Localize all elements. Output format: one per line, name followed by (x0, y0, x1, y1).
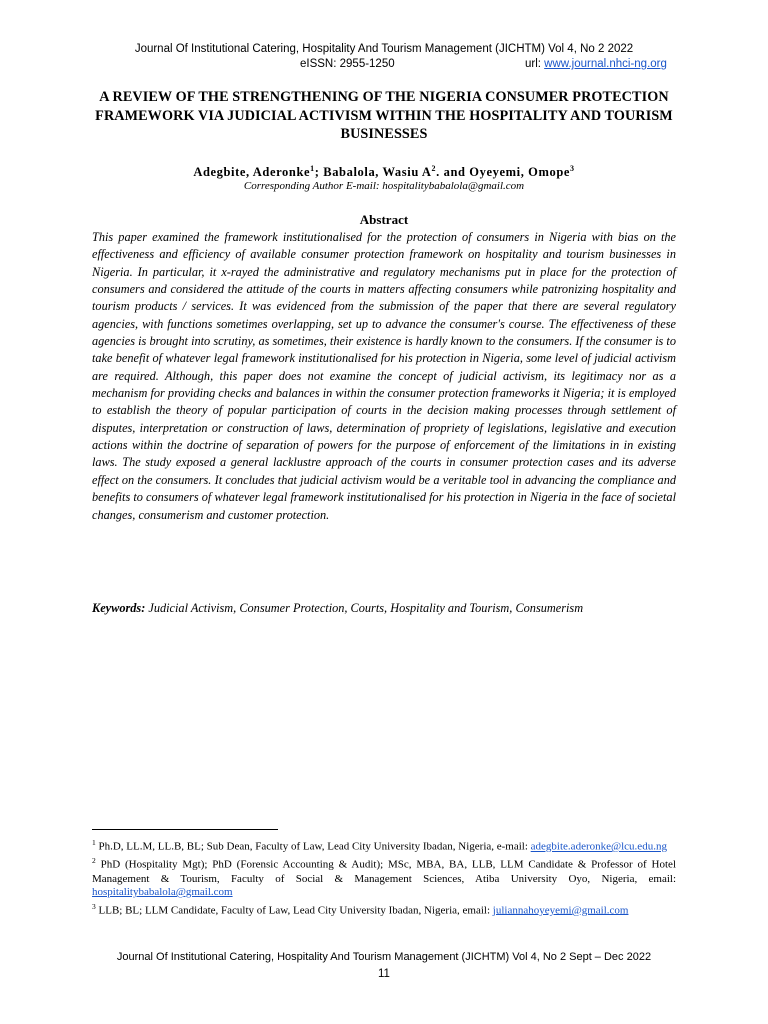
corresponding-author: Corresponding Author E-mail: hospitalitybabalola@gmail.com (243, 180, 525, 192)
author-1: Adegbite, Aderonke (193, 165, 311, 180)
footnote-email-link[interactable]: hospitalitybabalola@gmail.com (92, 886, 233, 899)
author-1-sup: 1 (310, 164, 315, 173)
keywords-text: Judicial Activism, Consumer Protection, Courts, Hospitality and Tourism, Consumerism (145, 601, 584, 615)
journal-url-link[interactable]: www.journal.nhci-ng.org (544, 58, 667, 70)
footnote-text: Ph.D, LL.M, LL.B, BL; Sub Dean, Faculty of Law, Lead City University Ibadan, Nigeria, e-mail: (95, 840, 531, 853)
paper-title: A REVIEW OF THE STRENGTHENING OF THE NIGERIA CONSUMER PROTECTION FRAMEWORK VIA JUDICIAL ACTIVISM WITHIN THE HOSPITALITY AND TOURISM BUSINESSES (95, 89, 673, 142)
footnote-3 (92, 900, 676, 918)
footnote-divider (92, 829, 278, 830)
author-3: Oyeyemi, Omope (469, 165, 571, 180)
running-footer: Journal Of Institutional Catering, Hospitality And Tourism Management (JICHTM) Vol 4, No 2 Sept – Dec 2022 (116, 951, 652, 963)
footnote-number: 1 (92, 838, 96, 847)
author-3-sup: 3 (570, 164, 575, 173)
keywords-line (92, 601, 692, 616)
footnote-email-link[interactable]: juliannahoyeyemi@gmail.com (492, 904, 629, 917)
running-header: Journal Of Institutional Catering, Hospitality And Tourism Management (JICHTM) Vol 4, No 2 2022 (134, 43, 634, 55)
footnote-2 (92, 854, 676, 899)
abstract-body: This paper examined the framework institutionalised for the protection of consumers in Nigeria with bias on the effectiveness and efficiency of available consumer protection framework on hospitality and tourism businesses in Nigeria. In particular, it x-rayed the administrative and regulatory mechanisms put in place for the protection of consumers and considered the attitude of the courts in matters affecting consumers while patronizing hospitality and tourism products / services. It was evidenced from the submission of the paper that there are several regulatory agencies, with functions sometimes overlapping, set up to advance the consumer's course. The effectiveness of these agencies is brought into scrutiny, as sometimes, their existence is hardly known to the consumers. If the consumer is to take benefit of whatever legal framework institutionalised for his protection in Nigeria, some level of judicial activism are required. Although, this paper does not examine the concept of judicial activism, its legitimacy nor as a mechanism for providing checks and balances in within the consumer protection frameworks it Nigeria; it is employed to establish the theory of popular participation of courts in the decision making processes through settlement of disputes, interpretation or construction of laws, determination of propriety of legislations, legislative and execution actions within the doctrine of separation of powers for the purpose of enforcement of the limitations in in existing laws. The study exposed a general lacklustre approach of the courts in consumer protection cases and its adverse effect on the consumers. It concludes that judicial activism would be a veritable tool in advancing the compliance and benefits to consumers of whatever legal framework institutionalised for his protection in Nigeria in the face of societal changes, consumerism and customer protection. (92, 230, 676, 522)
page-number: 11 (378, 968, 390, 980)
eissn-text: eISSN: 2955-1250 (300, 58, 395, 70)
footnote-email-link[interactable]: adegbite.aderonke@lcu.edu.ng (530, 840, 667, 853)
author-separator: . and (436, 165, 470, 180)
abstract-heading: Abstract (359, 212, 409, 227)
author-separator: ; (314, 165, 324, 180)
footnote-number: 2 (92, 856, 96, 866)
footnote-number: 3 (92, 901, 96, 911)
keywords-label: Keywords: (92, 601, 146, 615)
footnote-text: PhD (Hospitality Mgt); PhD (Forensic Accounting & Audit); MSc, MBA, BA, LLB, LLM Candidate & Professor of Hotel Management & Tourism, Faculty of Social & Management Sciences, Atiba University Oyo, Nigeria, email: (92, 858, 676, 885)
footnotes (92, 836, 676, 918)
url-label: url: (525, 58, 545, 70)
author-list (0, 164, 768, 180)
footnote-1 (92, 836, 676, 854)
footnote-text: LLB; BL; LLM Candidate, Faculty of Law, Lead City University Ibadan, Nigeria, email: (95, 904, 493, 917)
author-2: Babalola, Wasiu A (323, 165, 432, 180)
author-2-sup: 2 (431, 164, 437, 173)
url-line (525, 58, 667, 70)
